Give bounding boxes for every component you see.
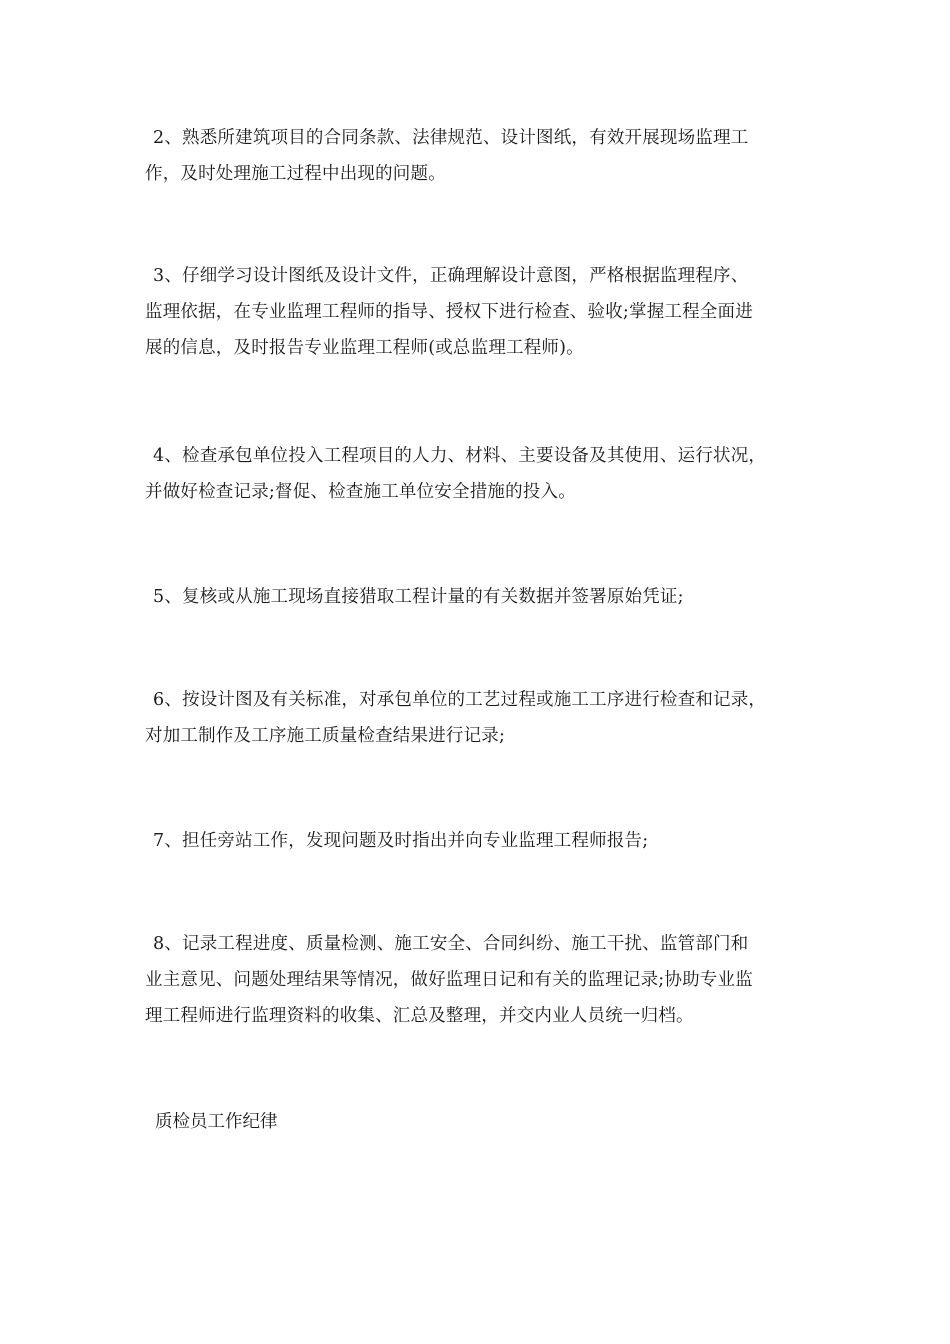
paragraph-line: 6、按设计图及有关标准，对承包单位的工艺过程或施工工序进行检查和记录， — [153, 690, 767, 710]
paragraph-line: 作，及时处理施工过程中出现的问题。 — [145, 164, 446, 184]
paragraph-item-6 — [145, 682, 815, 754]
paragraph-line: 监理依据，在专业监理工程师的指导、授权下进行检查、验收;掌握工程全面进 — [145, 302, 753, 322]
section-heading: 质检员工作纪律 — [155, 1112, 278, 1132]
paragraph-line: 展的信息，及时报告专业监理工程师(或总监理工程师)。 — [145, 338, 584, 358]
paragraph-item-8 — [145, 926, 815, 1034]
paragraph-item-4 — [145, 438, 815, 510]
paragraph-line: 理工程师进行监理资料的收集、汇总及整理，并交内业人员统一归档。 — [145, 1006, 694, 1026]
paragraph-item-2 — [145, 120, 815, 192]
paragraph-line: 5、复核或从施工现场直接猎取工程计量的有关数据并签署原始凭证; — [153, 587, 684, 607]
paragraph-line: 3、仔细学习设计图纸及设计文件，正确理解设计意图，严格根据监理程序、 — [153, 266, 749, 286]
paragraph-line: 4、检查承包单位投入工程项目的人力、材料、主要设备及其使用、运行状况， — [153, 446, 767, 466]
paragraph-line: 2、熟悉所建筑项目的合同条款、法律规范、设计图纸，有效开展现场监理工 — [153, 128, 749, 148]
paragraph-line: 业主意见、问题处理结果等情况，做好监理日记和有关的监理记录;协助专业监 — [145, 970, 753, 990]
paragraph-line: 并做好检查记录;督促、检查施工单位安全措施的投入。 — [145, 482, 576, 502]
paragraph-line: 7、担任旁站工作，发现问题及时指出并向专业监理工程师报告; — [153, 831, 649, 851]
paragraph-item-5 — [145, 579, 815, 615]
paragraph-item-3 — [145, 258, 815, 366]
paragraph-line: 对加工制作及工序施工质量检查结果进行记录; — [145, 726, 506, 746]
paragraph-line: 8、记录工程进度、质量检测、施工安全、合同纠纷、施工干扰、监管部门和 — [153, 934, 749, 954]
paragraph-item-7 — [145, 823, 815, 859]
